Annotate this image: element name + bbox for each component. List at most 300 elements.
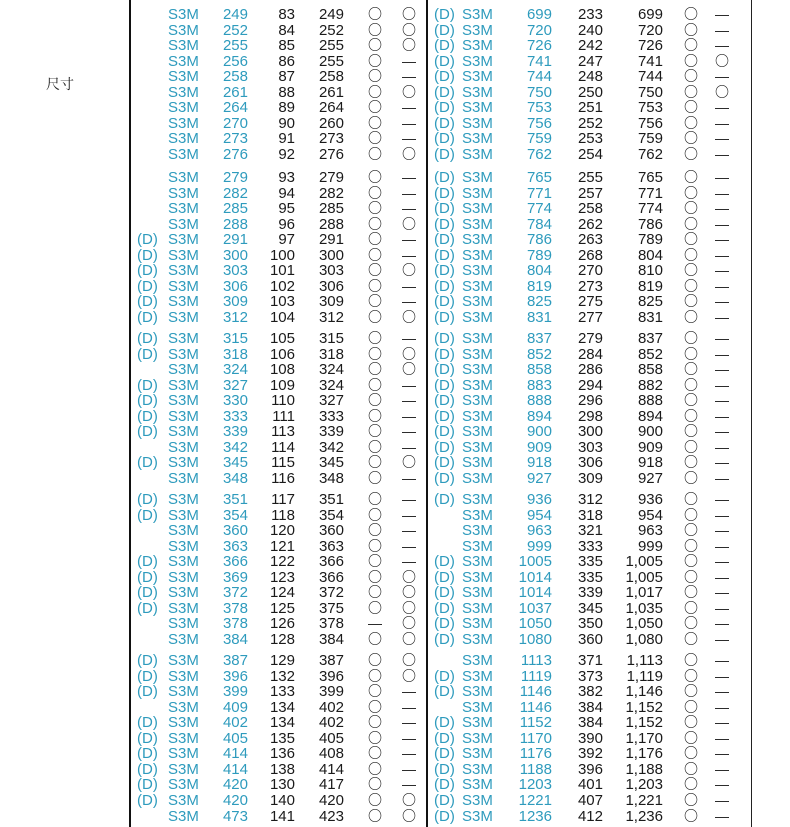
cell-length: 345 xyxy=(318,454,344,472)
cell-size: 1236 xyxy=(518,807,552,825)
cell-prefix: (D) xyxy=(434,114,455,132)
cell-teeth: 254 xyxy=(577,145,603,163)
cell-length: 420 xyxy=(318,791,344,809)
cell-size: 784 xyxy=(526,215,552,233)
cell-size: 249 xyxy=(222,6,248,23)
cell-type: S3M xyxy=(462,760,493,778)
table-row xyxy=(0,632,790,648)
cell-stock-a: 〇 xyxy=(684,99,698,116)
cell-teeth: 125 xyxy=(269,599,295,617)
table-row xyxy=(0,440,790,456)
cell-teeth: 113 xyxy=(271,423,295,441)
cell-stock-a: 〇 xyxy=(368,714,382,731)
cell-type: S3M xyxy=(168,652,199,669)
cell-stock-b: — xyxy=(715,99,729,116)
cell-length: 282 xyxy=(318,184,344,202)
cell-length: 1,005 xyxy=(625,568,663,586)
cell-length: 720 xyxy=(637,21,663,39)
cell-stock-b: — xyxy=(402,407,416,424)
cell-stock-b: 〇 xyxy=(402,615,416,632)
cell-prefix: (D) xyxy=(434,231,455,249)
cell-type: S3M xyxy=(168,698,199,716)
cell-type: S3M xyxy=(168,392,199,410)
cell-type: S3M xyxy=(168,491,199,508)
cell-type: S3M xyxy=(168,714,199,732)
cell-teeth: 252 xyxy=(577,114,603,132)
cell-teeth: 86 xyxy=(278,52,295,70)
cell-teeth: 335 xyxy=(577,553,603,571)
cell-stock-a: 〇 xyxy=(368,568,382,585)
cell-stock-b: 〇 xyxy=(715,52,729,69)
cell-size: 1146 xyxy=(519,683,552,701)
cell-stock-a: 〇 xyxy=(684,145,698,162)
cell-stock-b: — xyxy=(715,215,729,232)
cell-length: 837 xyxy=(637,330,663,347)
table-row xyxy=(0,38,790,54)
cell-size: 396 xyxy=(222,667,248,685)
cell-type: S3M xyxy=(168,345,199,363)
cell-teeth: 132 xyxy=(269,667,295,685)
cell-size: 786 xyxy=(526,231,552,249)
cell-type: S3M xyxy=(462,277,493,295)
cell-length: 378 xyxy=(318,615,344,633)
cell-size: 1146 xyxy=(519,698,552,716)
table-row xyxy=(0,248,790,264)
cell-size: 333 xyxy=(222,407,248,425)
cell-size: 825 xyxy=(526,293,552,311)
cell-length: 309 xyxy=(318,293,344,311)
cell-stock-b: — xyxy=(715,200,729,217)
cell-stock-a: 〇 xyxy=(684,262,698,279)
cell-teeth: 312 xyxy=(577,491,603,508)
cell-teeth: 121 xyxy=(269,537,295,555)
cell-size: 300 xyxy=(222,246,248,264)
cell-stock-a: 〇 xyxy=(684,522,698,539)
cell-length: 825 xyxy=(637,293,663,311)
cell-prefix: (D) xyxy=(434,145,455,163)
cell-teeth: 100 xyxy=(269,246,295,264)
cell-length: 402 xyxy=(318,714,344,732)
cell-stock-b: 〇 xyxy=(402,584,416,601)
cell-size: 324 xyxy=(222,361,248,379)
cell-teeth: 392 xyxy=(577,745,603,763)
cell-stock-b: — xyxy=(715,184,729,201)
cell-teeth: 109 xyxy=(269,376,295,394)
cell-prefix: (D) xyxy=(434,330,455,347)
cell-stock-b: — xyxy=(715,615,729,632)
cell-stock-b: — xyxy=(402,506,416,523)
cell-teeth: 104 xyxy=(269,308,295,326)
cell-stock-a: 〇 xyxy=(368,454,382,471)
cell-length: 756 xyxy=(637,114,663,132)
cell-size: 270 xyxy=(222,114,248,132)
cell-stock-a: 〇 xyxy=(368,6,382,22)
cell-stock-b: — xyxy=(715,262,729,279)
cell-size: 273 xyxy=(222,130,248,148)
cell-stock-b: — xyxy=(402,760,416,777)
cell-stock-b: — xyxy=(402,698,416,715)
cell-type: S3M xyxy=(462,745,493,763)
cell-type: S3M xyxy=(168,407,199,425)
cell-teeth: 114 xyxy=(271,438,295,456)
cell-prefix: (D) xyxy=(434,184,455,202)
cell-length: 372 xyxy=(318,584,344,602)
cell-teeth: 253 xyxy=(577,130,603,148)
cell-size: 804 xyxy=(526,262,552,280)
cell-length: 882 xyxy=(637,376,663,394)
cell-stock-b: — xyxy=(715,652,729,668)
cell-stock-b: — xyxy=(402,745,416,762)
cell-type: S3M xyxy=(462,683,493,701)
cell-size: 384 xyxy=(222,630,248,648)
cell-stock-b: — xyxy=(402,293,416,310)
cell-teeth: 303 xyxy=(577,438,603,456)
cell-type: S3M xyxy=(168,522,199,540)
cell-size: 279 xyxy=(222,169,248,186)
cell-length: 366 xyxy=(318,568,344,586)
cell-stock-b: — xyxy=(715,714,729,731)
cell-stock-a: 〇 xyxy=(684,114,698,131)
cell-prefix: (D) xyxy=(434,345,455,363)
cell-size: 360 xyxy=(222,522,248,540)
cell-stock-a: 〇 xyxy=(368,99,382,116)
cell-teeth: 138 xyxy=(269,760,295,778)
cell-prefix: (D) xyxy=(434,83,455,101)
cell-stock-a: 〇 xyxy=(368,745,382,762)
cell-prefix: (D) xyxy=(434,21,455,39)
cell-stock-b: — xyxy=(715,553,729,570)
cell-stock-b: 〇 xyxy=(402,21,416,38)
table-row xyxy=(0,508,790,524)
table-row xyxy=(0,777,790,793)
cell-prefix: (D) xyxy=(137,652,158,669)
table-row xyxy=(0,294,790,310)
table-row xyxy=(0,715,790,731)
cell-prefix: (D) xyxy=(137,729,158,747)
cell-stock-a: 〇 xyxy=(368,293,382,310)
cell-length: 396 xyxy=(318,667,344,685)
cell-stock-b: — xyxy=(402,130,416,147)
cell-teeth: 294 xyxy=(577,376,603,394)
cell-type: S3M xyxy=(462,491,493,508)
cell-teeth: 93 xyxy=(278,169,295,186)
cell-stock-a: 〇 xyxy=(684,537,698,554)
cell-size: 318 xyxy=(222,345,248,363)
cell-stock-a: 〇 xyxy=(684,423,698,440)
cell-prefix: (D) xyxy=(137,407,158,425)
cell-type: S3M xyxy=(168,130,199,148)
cell-type: S3M xyxy=(168,293,199,311)
table-row xyxy=(0,54,790,70)
cell-size: 1014 xyxy=(518,568,552,586)
cell-size: 819 xyxy=(526,277,552,295)
cell-size: 399 xyxy=(222,683,248,701)
cell-teeth: 97 xyxy=(278,231,295,249)
cell-teeth: 250 xyxy=(577,83,603,101)
cell-stock-b: — xyxy=(402,438,416,455)
cell-prefix: (D) xyxy=(434,392,455,410)
cell-type: S3M xyxy=(462,522,493,540)
cell-stock-b: — xyxy=(402,491,416,507)
cell-type: S3M xyxy=(462,246,493,264)
cell-teeth: 262 xyxy=(577,215,603,233)
cell-prefix: (D) xyxy=(137,760,158,778)
cell-teeth: 251 xyxy=(577,99,603,117)
cell-stock-b: — xyxy=(715,683,729,700)
cell-teeth: 277 xyxy=(577,308,603,326)
cell-teeth: 117 xyxy=(271,491,295,508)
cell-teeth: 92 xyxy=(278,145,295,163)
cell-type: S3M xyxy=(168,361,199,379)
cell-size: 720 xyxy=(526,21,552,39)
cell-stock-b: 〇 xyxy=(402,652,416,668)
cell-teeth: 115 xyxy=(271,454,295,472)
cell-size: 312 xyxy=(222,308,248,326)
cell-type: S3M xyxy=(462,807,493,825)
cell-prefix: (D) xyxy=(434,615,455,633)
cell-type: S3M xyxy=(168,330,199,347)
cell-prefix: (D) xyxy=(434,407,455,425)
table-row xyxy=(0,147,790,163)
cell-type: S3M xyxy=(462,630,493,648)
cell-stock-b: — xyxy=(402,729,416,746)
cell-size: 276 xyxy=(222,145,248,163)
cell-length: 285 xyxy=(318,200,344,218)
cell-size: 258 xyxy=(222,68,248,86)
cell-length: 351 xyxy=(318,491,344,508)
cell-length: 387 xyxy=(318,652,344,669)
table-row xyxy=(0,69,790,85)
cell-stock-b: 〇 xyxy=(402,361,416,378)
cell-stock-a: 〇 xyxy=(684,776,698,793)
cell-stock-a: 〇 xyxy=(684,760,698,777)
cell-stock-b: — xyxy=(402,683,416,700)
cell-type: S3M xyxy=(462,568,493,586)
cell-type: S3M xyxy=(462,130,493,148)
cell-length: 258 xyxy=(318,68,344,86)
cell-stock-b: — xyxy=(715,698,729,715)
cell-type: S3M xyxy=(462,469,493,487)
cell-teeth: 105 xyxy=(269,330,295,347)
cell-type: S3M xyxy=(462,454,493,472)
cell-stock-b: 〇 xyxy=(402,454,416,471)
cell-type: S3M xyxy=(462,262,493,280)
cell-teeth: 140 xyxy=(269,791,295,809)
cell-type: S3M xyxy=(462,52,493,70)
cell-size: 330 xyxy=(222,392,248,410)
cell-size: 900 xyxy=(526,423,552,441)
cell-stock-b: — xyxy=(402,376,416,393)
cell-length: 312 xyxy=(318,308,344,326)
cell-type: S3M xyxy=(462,553,493,571)
table-row xyxy=(0,393,790,409)
cell-stock-b: — xyxy=(402,200,416,217)
cell-teeth: 242 xyxy=(577,37,603,55)
cell-prefix: (D) xyxy=(434,491,455,508)
cell-stock-b: — xyxy=(715,277,729,294)
cell-size: 963 xyxy=(526,522,552,540)
cell-size: 255 xyxy=(222,37,248,55)
cell-type: S3M xyxy=(462,200,493,218)
cell-size: 756 xyxy=(526,114,552,132)
cell-size: 405 xyxy=(222,729,248,747)
cell-stock-b: — xyxy=(715,537,729,554)
cell-stock-a: 〇 xyxy=(368,231,382,248)
cell-length: 252 xyxy=(318,21,344,39)
cell-length: 366 xyxy=(318,553,344,571)
cell-length: 753 xyxy=(637,99,663,117)
cell-type: S3M xyxy=(462,423,493,441)
cell-prefix: (D) xyxy=(137,791,158,809)
cell-prefix: (D) xyxy=(434,361,455,379)
cell-length: 744 xyxy=(637,68,663,86)
cell-length: 261 xyxy=(318,83,344,101)
cell-stock-a: 〇 xyxy=(684,807,698,824)
cell-size: 744 xyxy=(526,68,552,86)
cell-stock-a: 〇 xyxy=(368,667,382,684)
cell-stock-b: 〇 xyxy=(402,630,416,647)
cell-prefix: (D) xyxy=(434,293,455,311)
cell-stock-b: — xyxy=(402,277,416,294)
cell-teeth: 298 xyxy=(577,407,603,425)
cell-stock-a: 〇 xyxy=(368,506,382,523)
cell-type: S3M xyxy=(168,729,199,747)
cell-teeth: 123 xyxy=(269,568,295,586)
cell-type: S3M xyxy=(168,630,199,648)
cell-teeth: 345 xyxy=(577,599,603,617)
cell-length: 1,050 xyxy=(625,615,663,633)
cell-length: 963 xyxy=(637,522,663,540)
cell-length: 399 xyxy=(318,683,344,701)
cell-teeth: 89 xyxy=(278,99,295,117)
cell-type: S3M xyxy=(462,330,493,347)
cell-type: S3M xyxy=(168,6,199,23)
cell-teeth: 118 xyxy=(271,506,295,524)
cell-stock-b: — xyxy=(715,584,729,601)
cell-size: 473 xyxy=(222,807,248,825)
cell-length: 273 xyxy=(318,130,344,148)
cell-stock-b: — xyxy=(402,52,416,69)
cell-stock-a: 〇 xyxy=(684,506,698,523)
cell-length: 384 xyxy=(318,630,344,648)
cell-prefix: (D) xyxy=(434,807,455,825)
cell-teeth: 106 xyxy=(269,345,295,363)
cell-stock-b: — xyxy=(715,506,729,523)
cell-stock-b: 〇 xyxy=(402,568,416,585)
cell-size: 918 xyxy=(526,454,552,472)
cell-stock-b: 〇 xyxy=(402,145,416,162)
cell-prefix: (D) xyxy=(137,392,158,410)
cell-type: S3M xyxy=(168,454,199,472)
cell-size: 414 xyxy=(222,760,248,778)
cell-prefix: (D) xyxy=(137,246,158,264)
cell-teeth: 102 xyxy=(269,277,295,295)
cell-teeth: 263 xyxy=(577,231,603,249)
cell-stock-b: — xyxy=(715,361,729,378)
table-row xyxy=(0,85,790,101)
table-row xyxy=(0,492,790,508)
cell-type: S3M xyxy=(168,37,199,55)
cell-type: S3M xyxy=(168,99,199,117)
cell-stock-b: — xyxy=(715,246,729,263)
cell-type: S3M xyxy=(168,68,199,86)
cell-length: 354 xyxy=(318,506,344,524)
cell-teeth: 270 xyxy=(577,262,603,280)
cell-length: 306 xyxy=(318,277,344,295)
table-row xyxy=(0,746,790,762)
cell-stock-b: — xyxy=(402,330,416,346)
cell-prefix: (D) xyxy=(434,776,455,794)
cell-prefix: (D) xyxy=(434,246,455,264)
cell-length: 852 xyxy=(637,345,663,363)
table-row xyxy=(0,279,790,295)
cell-length: 402 xyxy=(318,698,344,716)
cell-size: 1176 xyxy=(519,745,552,763)
cell-length: 300 xyxy=(318,246,344,264)
cell-stock-b: 〇 xyxy=(402,308,416,325)
cell-stock-b: — xyxy=(402,469,416,486)
cell-stock-a: 〇 xyxy=(368,423,382,440)
cell-stock-b: — xyxy=(402,99,416,116)
cell-length: 363 xyxy=(318,537,344,555)
cell-teeth: 240 xyxy=(577,21,603,39)
cell-size: 774 xyxy=(526,200,552,218)
cell-prefix: (D) xyxy=(137,683,158,701)
cell-prefix: (D) xyxy=(434,745,455,763)
cell-size: 409 xyxy=(222,698,248,716)
table-row xyxy=(0,684,790,700)
cell-type: S3M xyxy=(168,506,199,524)
table-row xyxy=(0,424,790,440)
cell-size: 354 xyxy=(222,506,248,524)
cell-stock-a: 〇 xyxy=(684,246,698,263)
cell-prefix: (D) xyxy=(434,99,455,117)
cell-stock-a: 〇 xyxy=(684,745,698,762)
cell-length: 726 xyxy=(637,37,663,55)
cell-type: S3M xyxy=(168,83,199,101)
cell-type: S3M xyxy=(462,293,493,311)
cell-length: 333 xyxy=(318,407,344,425)
cell-stock-a: 〇 xyxy=(368,68,382,85)
cell-size: 1113 xyxy=(520,652,552,669)
table-row xyxy=(0,585,790,601)
cell-length: 1,236 xyxy=(625,807,663,825)
cell-type: S3M xyxy=(168,776,199,794)
cell-size: 288 xyxy=(222,215,248,233)
cell-stock-b: — xyxy=(715,37,729,54)
cell-length: 888 xyxy=(637,392,663,410)
cell-prefix: (D) xyxy=(434,791,455,809)
cell-stock-b: — xyxy=(715,568,729,585)
cell-stock-a: 〇 xyxy=(684,714,698,731)
cell-size: 936 xyxy=(526,491,552,508)
cell-type: S3M xyxy=(168,21,199,39)
cell-stock-a: 〇 xyxy=(684,308,698,325)
cell-teeth: 124 xyxy=(269,584,295,602)
cell-stock-b: — xyxy=(715,745,729,762)
cell-teeth: 286 xyxy=(577,361,603,379)
cell-stock-b: 〇 xyxy=(715,83,729,100)
cell-type: S3M xyxy=(168,667,199,685)
table-row xyxy=(0,201,790,217)
cell-stock-a: 〇 xyxy=(684,200,698,217)
cell-size: 285 xyxy=(222,200,248,218)
cell-prefix: (D) xyxy=(137,345,158,363)
cell-teeth: 134 xyxy=(269,698,295,716)
cell-stock-b: — xyxy=(715,145,729,162)
cell-prefix: (D) xyxy=(137,553,158,571)
cell-type: S3M xyxy=(168,745,199,763)
